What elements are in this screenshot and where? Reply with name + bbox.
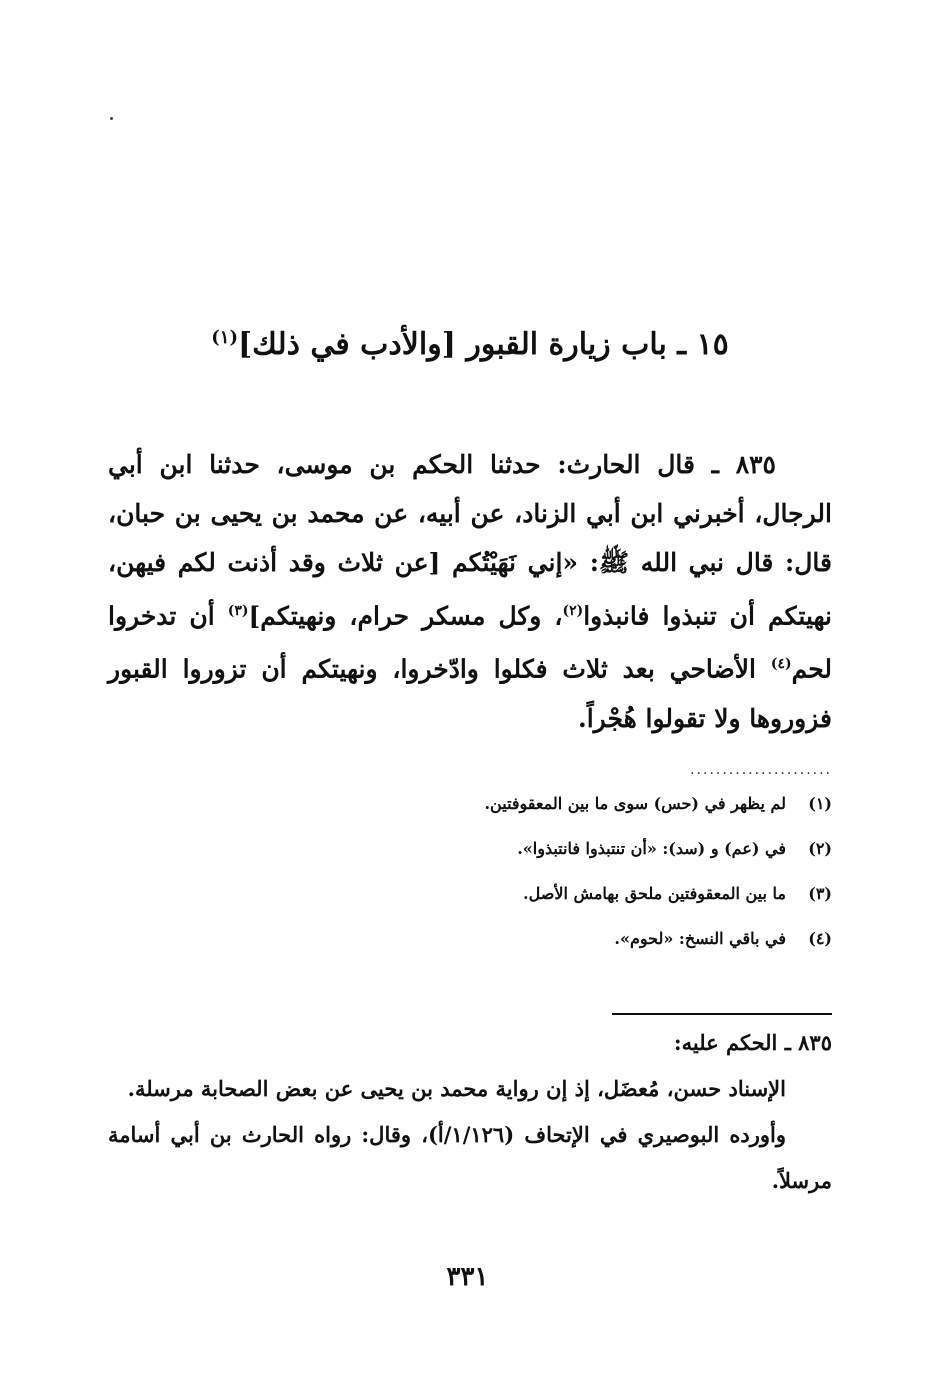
footnote-text: ما بين المعقوفتين ملحق بهامش الأصل.	[523, 884, 786, 903]
section-divider	[612, 1013, 832, 1015]
ruling-paragraph-1: الإسناد حسن، مُعضَل، إذ إن رواية محمد بن يحيى عن بعض الصحابة مرسلة.	[127, 1076, 786, 1101]
footnote-ref-3: (٣)	[227, 603, 249, 619]
footnote	[300, 790, 832, 818]
hadith-text	[108, 440, 832, 743]
ruling-section	[108, 1020, 832, 1204]
footnote-text: في باقي النسخ: «لحوم».	[614, 929, 786, 948]
hadith-part-2: ، وكل مسكر حرام، ونهيتكم]	[248, 601, 563, 631]
footnote	[300, 925, 832, 953]
scan-speck	[110, 117, 113, 120]
footnote-ref-1: (١)	[211, 327, 238, 348]
footnote-ref-2: (٢)	[562, 603, 584, 619]
footnote-separator: ......................	[690, 762, 832, 778]
footnote-number: (١)	[808, 794, 832, 813]
hadith-part-4: الأضاحي بعد ثلاث فكلوا وادّخروا، ونهيتكم أن تزوروا القبور فزوروها ولا تقولوا هُجْراً.	[108, 654, 832, 733]
ruling-paragraph-2: وأورده البوصيري في الإتحاف (١/١٢٦/أ)، وقال: رواه الحارث بن أبي أسامة مرسلاً.	[108, 1122, 832, 1193]
footnote	[300, 880, 832, 908]
ruling-heading: ٨٣٥ ـ الحكم عليه:	[673, 1030, 832, 1055]
footnote-number: (٢)	[808, 839, 832, 858]
footnote	[300, 835, 832, 863]
footnotes	[300, 790, 832, 970]
hadith-part-1: ٨٣٥ ـ قال الحارث: حدثنا الحكم بن موسى، حدثنا ابن أبي الرجال، أخبرني ابن أبي الزناد، عن أبيه، عن محمد بن يحيى بن حبان، قال: قال نبي الله ﷺ: «إني نَهَيْتُكم [عن ثلاث وقد أذنت لكم فيهن، نهيتكم أن تنبذوا فانبذوا	[108, 450, 832, 631]
chapter-title	[120, 316, 820, 367]
hadith-part-3: أن تدخروا لحم	[108, 601, 832, 684]
footnote-number: (٤)	[808, 929, 832, 948]
footnote-ref-4: (٤)	[770, 656, 792, 673]
page-number: ٣٣١	[446, 1262, 489, 1292]
footnote-text: لم يظهر في (حس) سوى ما بين المعقوفتين.	[484, 794, 786, 813]
footnote-number: (٣)	[808, 884, 832, 903]
footnote-text: في (عم) و (سد): «أن تنتبذوا فانتبذوا».	[517, 839, 786, 858]
chapter-title-text: ١٥ ـ باب زيارة القبور [والأدب في ذلك]	[237, 327, 729, 362]
